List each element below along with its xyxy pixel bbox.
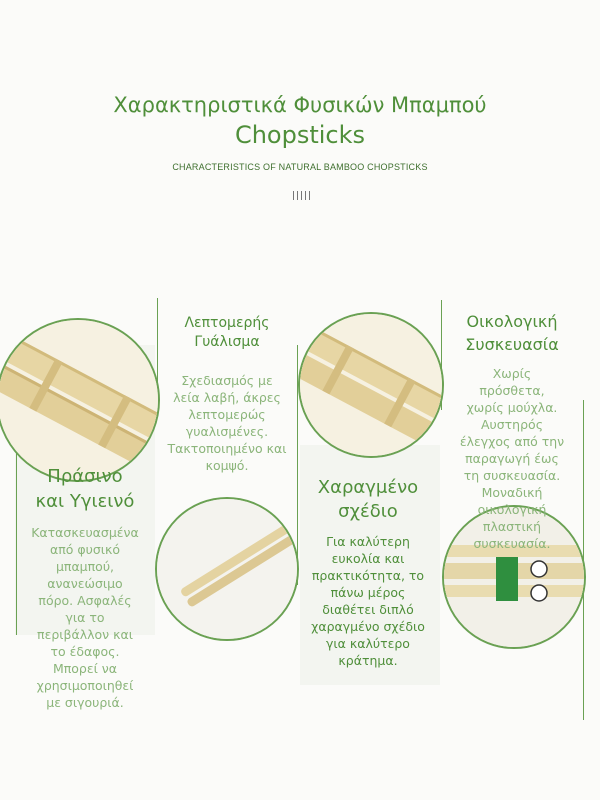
feature-2-text: Σχεδιασμός με λεία λαβή, άκρες λεπτομερώς γυαλισμένες. Τακτοποιημένο και κομψό.: [167, 373, 287, 473]
bamboo-closeup-image-2: [298, 312, 444, 458]
feature-4-text: Χωρίς πρόσθετα, χωρίς μούχλα. Αυστηρός έλεγχος από την παραγωγή έως τη συσκευασία. Μοναδική οικολογική πλαστική συσκευασία.: [459, 366, 565, 551]
bamboo-closeup-image-1: [0, 318, 160, 482]
feature-2-heading-line2: Γυάλισμα: [194, 334, 260, 350]
feature-1-heading-line2: και Υγιεινό: [35, 491, 135, 512]
page-subtitle: CHARACTERISTICS OF NATURAL BAMBOO CHOPSTICKS: [172, 162, 428, 172]
feature-3-heading-line1: Χαραγμένο: [317, 477, 419, 498]
bamboo-tips-image: [155, 497, 299, 641]
feature-4-heading-line1: Οικολογική: [466, 312, 558, 331]
feature-3-text: Για καλύτερη ευκολία και πρακτικότητα, το πάνω μέρος διαθέτει διπλό χαραγμένο σχέδιο για καλύτερο κράτημα.: [311, 534, 425, 668]
feature-2-heading-line1: Λεπτομερής: [184, 315, 270, 331]
feature-1-text: Κατασκευασμένα από φυσικό μπαμπού, ανανεώσιμο πόρο. Ασφαλές για το περιβάλλον και το έδαφος. Μπορεί να χρησιμοποιηθεί με σιγουριά.: [31, 525, 139, 710]
feature-1-heading-line1: Πράσινο: [47, 466, 123, 487]
feature-4-heading-line2: Συσκευασία: [465, 335, 559, 354]
feature-3-heading-line2: σχέδιο: [338, 501, 398, 522]
page-title-line1: Χαρακτηριστικά Φυσικών Μπαμπού: [113, 93, 487, 117]
page-title-line2: Chopsticks: [234, 121, 366, 149]
divider-bars-icon: [290, 191, 312, 201]
